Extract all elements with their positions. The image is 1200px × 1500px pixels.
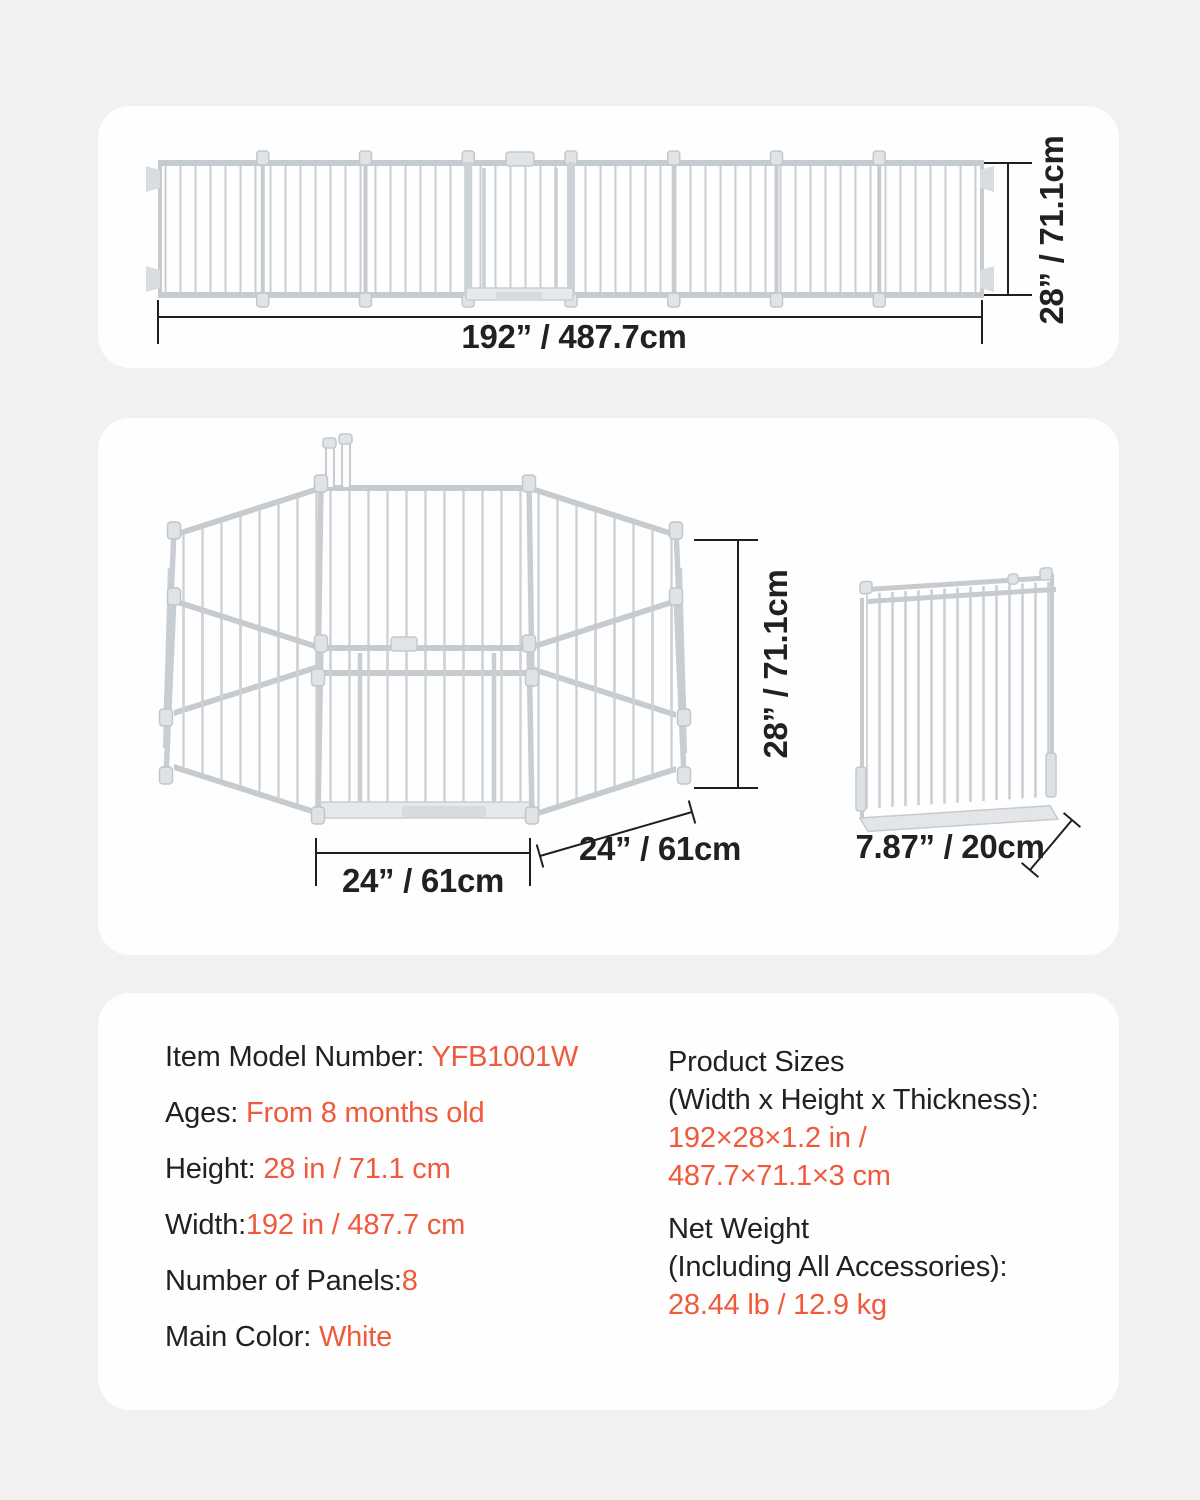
side-panel-width-dimension-label: 24” / 61cm (578, 830, 742, 867)
gate-height-dimension-label: 28” / 71.1cm (1033, 135, 1070, 325)
net-weight-value: 28.44 lb / 12.9 kg (668, 1289, 887, 1321)
spec-ages-value: From 8 months old (246, 1097, 485, 1129)
spec-width-value: 192 in / 487.7 cm (246, 1209, 466, 1241)
spec-height (165, 1141, 578, 1197)
spec-list-right (668, 1043, 1039, 1324)
spec-item-model (165, 1029, 578, 1085)
spec-item-model-value: YFB1001W (431, 1041, 579, 1073)
spec-height-label: Height: (165, 1153, 264, 1185)
spec-panels (165, 1253, 578, 1309)
octagon-playpen-diagram-icon (98, 418, 1119, 955)
spec-main-color-label: Main Color: (165, 1321, 319, 1353)
product-sizes-title-line2: (Width x Height x Thickness): (668, 1084, 1039, 1116)
spec-ages-label: Ages: (165, 1097, 247, 1129)
product-sizes-value-line1: 192×28×1.2 in / (668, 1122, 867, 1154)
net-weight-title-line1: Net Weight (668, 1213, 809, 1245)
spec-list-left (165, 1029, 578, 1365)
spec-height-value: 28 in / 71.1 cm (263, 1153, 451, 1185)
specifications-card (98, 993, 1119, 1410)
playpen-height-dimension-label: 28” / 71.1cm (757, 569, 794, 759)
spec-width-label: Width: (165, 1209, 246, 1241)
spec-panels-value: 8 (401, 1265, 418, 1297)
spec-panels-label: Number of Panels: (165, 1265, 402, 1297)
product-sizes-value-line2: 487.7×71.1×3 cm (668, 1160, 891, 1192)
door-panel-width-dimension-label: 24” / 61cm (341, 862, 505, 899)
product-sizes-title-line1: Product Sizes (668, 1046, 845, 1078)
spec-main-color (165, 1309, 578, 1365)
spec-ages (165, 1085, 578, 1141)
playpen-card (98, 418, 1119, 955)
flat-gate-card (98, 106, 1119, 368)
gate-width-dimension-label: 192” / 487.7cm (461, 318, 687, 355)
folded-thickness-dimension-label: 7.87” / 20cm (855, 828, 1045, 865)
spec-width (165, 1197, 578, 1253)
spec-main-color-value: White (318, 1321, 393, 1353)
net-weight-title-line2: (Including All Accessories): (668, 1251, 1008, 1283)
spec-net-weight (668, 1210, 1039, 1324)
spec-item-model-label: Item Model Number: (165, 1041, 432, 1073)
spec-product-sizes (668, 1043, 1039, 1195)
